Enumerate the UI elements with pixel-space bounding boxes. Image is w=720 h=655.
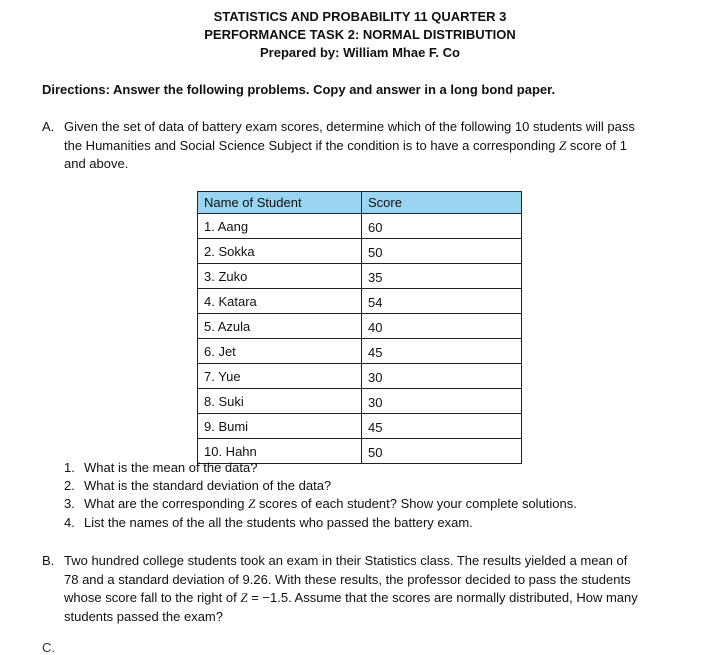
student-score: 45 <box>362 339 522 364</box>
student-score: 35 <box>362 264 522 289</box>
document-header <box>0 8 720 62</box>
part-a-line-1: Given the set of data of battery exam scores, determine which of the following 10 students will pass <box>64 119 635 134</box>
list-item: 1. What is the mean of the data? <box>64 460 258 475</box>
student-score: 60 <box>362 214 522 239</box>
part-b-line-4: students passed the exam? <box>64 608 223 624</box>
table-row <box>198 389 522 414</box>
question-list <box>64 459 577 532</box>
table-row <box>198 339 522 364</box>
part-b-line-1: Two hundred college students took an exam in their Statistics class. The results yielded a mean of <box>64 553 628 568</box>
list-item: 2. What is the standard deviation of the data? <box>64 478 332 494</box>
student-score: 50 <box>362 239 522 264</box>
z-symbol: Z <box>248 496 256 512</box>
header-name: Name of Student <box>198 192 362 214</box>
table-header-row <box>198 192 522 214</box>
student-name: 5. Azula <box>198 314 362 339</box>
z-symbol: Z <box>559 137 567 153</box>
author-line: Prepared by: William Mhae F. Co <box>260 45 460 60</box>
student-name: 6. Jet <box>198 339 362 364</box>
student-score: 30 <box>362 364 522 389</box>
scores-table <box>197 191 522 464</box>
directions: Directions: Answer the following problems. Copy and answer in a long bond paper. <box>42 82 556 97</box>
student-name: 7. Yue <box>198 364 362 389</box>
student-score: 45 <box>362 414 522 439</box>
student-name: 2. Sokka <box>198 239 362 264</box>
table-row <box>198 364 522 389</box>
student-score: 50 <box>362 439 522 464</box>
student-name: 3. Zuko <box>198 264 362 289</box>
part-a-text <box>64 118 684 174</box>
student-score: 54 <box>362 289 522 314</box>
task-title: PERFORMANCE TASK 2: NORMAL DISTRIBUTION <box>204 27 516 42</box>
table-row <box>198 264 522 289</box>
z-symbol: Z <box>240 590 248 605</box>
table-row <box>198 214 522 239</box>
course-title: STATISTICS AND PROBABILITY 11 QUARTER 3 <box>213 9 507 24</box>
part-a-line-2: the Humanities and Social Science Subject if the condition is to have a corresponding Z score of 1 <box>64 137 627 153</box>
part-b-letter: B. <box>42 553 55 568</box>
table-row <box>198 289 522 314</box>
student-name: 8. Suki <box>198 389 362 414</box>
part-b-line-2: 78 and a standard deviation of 9.26. With these results, the professor decided to pass the students <box>64 571 631 587</box>
student-name: 4. Katara <box>198 289 362 314</box>
header-score: Score <box>362 192 522 214</box>
part-b-text <box>64 552 684 626</box>
list-item: 3. What are the corresponding Z scores of each student? Show your complete solutions. <box>64 496 577 512</box>
part-c-letter: C. <box>42 640 55 655</box>
student-name: 9. Bumi <box>198 414 362 439</box>
table-row <box>198 239 522 264</box>
student-score: 30 <box>362 389 522 414</box>
student-name: 1. Aang <box>198 214 362 239</box>
part-a-letter: A. <box>42 119 55 134</box>
student-score: 40 <box>362 314 522 339</box>
table-row <box>198 314 522 339</box>
student-name: 10. Hahn <box>198 439 362 464</box>
part-a-line-3: and above. <box>64 156 129 171</box>
list-item: 4. List the names of the all the students who passed the battery exam. <box>64 514 473 530</box>
table-row <box>198 414 522 439</box>
part-b-line-3: whose score fall to the right of Z = −1.5. Assume that the scores are normally distributed, How many <box>64 590 638 605</box>
